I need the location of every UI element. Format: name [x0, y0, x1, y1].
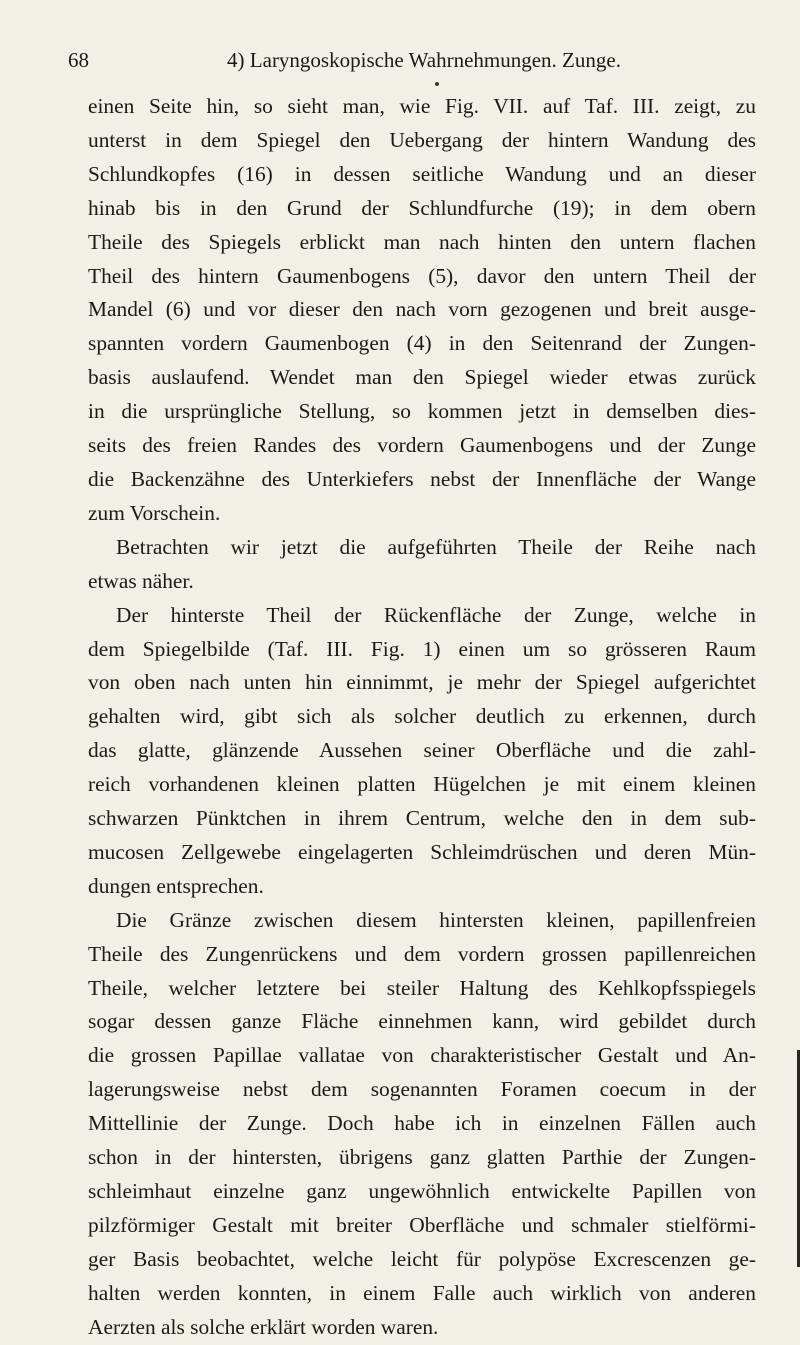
text-line: etwas näher.: [88, 568, 194, 593]
text-line: schleimhaut einzelne ganz ungewöhnlich entwickelte Papillen von: [88, 1179, 756, 1203]
text-line: reich vorhandenen kleinen platten Hügelchen je mit einem kleinen: [88, 772, 756, 797]
text-line: die grossen Papillae vallatae von charakteristischer Gestalt und An-: [88, 1043, 756, 1068]
text-line: Theile, welcher letztere bei steiler Haltung des Kehlkopfsspiegels: [88, 975, 756, 1000]
text-line: Der hinterste Theil der Rückenfläche der Zunge, welche in: [116, 602, 756, 627]
text-line: gehalten wird, gibt sich als solcher deutlich zu erkennen, durch: [88, 704, 756, 729]
text-line: pilzförmiger Gestalt mit breiter Oberfläche und schmaler stielförmi-: [88, 1212, 756, 1237]
text-line: die Backenzähne des Unterkiefers nebst der Innenfläche der Wange: [88, 466, 756, 491]
text-line: basis auslaufend. Wendet man den Spiegel wieder etwas zurück: [88, 365, 756, 390]
page-number: 68: [68, 48, 89, 72]
text-line: Betrachten wir jetzt die aufgeführten Theile der Reihe nach: [116, 534, 756, 559]
text-line: dem Spiegelbilde (Taf. III. Fig. 1) einen um so grösseren Raum: [88, 636, 756, 661]
text-line: Mittellinie der Zunge. Doch habe ich in einzelnen Fällen auch: [88, 1111, 756, 1136]
text-line: Theile des Spiegels erblickt man nach hinten den untern flachen: [88, 229, 756, 254]
text-line: dungen entsprechen.: [88, 873, 264, 898]
text-line: einen Seite hin, so sieht man, wie Fig. VII. auf Taf. III. zeigt, zu: [88, 94, 756, 118]
text-line: schon in der hintersten, übrigens ganz glatten Parthie der Zungen-: [88, 1145, 756, 1170]
text-line: mucosen Zellgewebe eingelagerten Schleimdrüschen und deren Mün-: [88, 839, 756, 864]
text-line: lagerungsweise nebst dem sogenannten Foramen coecum in der: [88, 1077, 756, 1102]
text-line: halten werden konnten, in einem Falle auch wirklich von anderen: [88, 1280, 756, 1305]
text-line: spannten vordern Gaumenbogen (4) in den Seitenrand der Zungen-: [88, 331, 756, 356]
text-line: Aerzten als solche erklärt worden waren.: [88, 1314, 439, 1339]
text-line: Mandel (6) und vor dieser den nach vorn gezogenen und breit ausge-: [88, 297, 756, 322]
text-line: seits des freien Randes des vordern Gaumenbogens und der Zunge: [88, 433, 756, 458]
text-line: Die Gränze zwischen diesem hintersten kleinen, papillenfreien: [116, 907, 756, 932]
print-speck: [435, 82, 439, 86]
text-line: schwarzen Pünktchen in ihrem Centrum, welche den in dem sub-: [88, 806, 756, 831]
page-header: [68, 48, 740, 78]
text-line: von oben nach unten hin einnimmt, je mehr der Spiegel aufgerichtet: [88, 670, 756, 695]
text-line: das glatte, glänzende Aussehen seiner Oberfläche und die zahl-: [88, 738, 756, 763]
running-head: 4) Laryngoskopische Wahrnehmungen. Zunge.: [227, 48, 621, 72]
text-line: ger Basis beobachtet, welche leicht für polypöse Excrescenzen ge-: [88, 1246, 756, 1271]
text-line: hinab bis in den Grund der Schlundfurche (19); in dem obern: [88, 195, 756, 220]
text-line: in die ursprüngliche Stellung, so kommen jetzt in demselben dies-: [88, 399, 756, 424]
text-line: unterst in dem Spiegel den Uebergang der hintern Wandung des: [88, 127, 756, 152]
text-line: sogar dessen ganze Fläche einnehmen kann, wird gebildet durch: [88, 1009, 756, 1034]
text-line: Theil des hintern Gaumenbogens (5), davor den untern Theil der: [88, 263, 756, 288]
text-line: zum Vorschein.: [88, 500, 221, 525]
text-line: Theile des Zungenrückens und dem vordern grossen papillenreichen: [88, 941, 756, 966]
body-text: [88, 90, 756, 1345]
text-line: Schlundkopfes (16) in dessen seitliche Wandung und an dieser: [88, 161, 756, 186]
